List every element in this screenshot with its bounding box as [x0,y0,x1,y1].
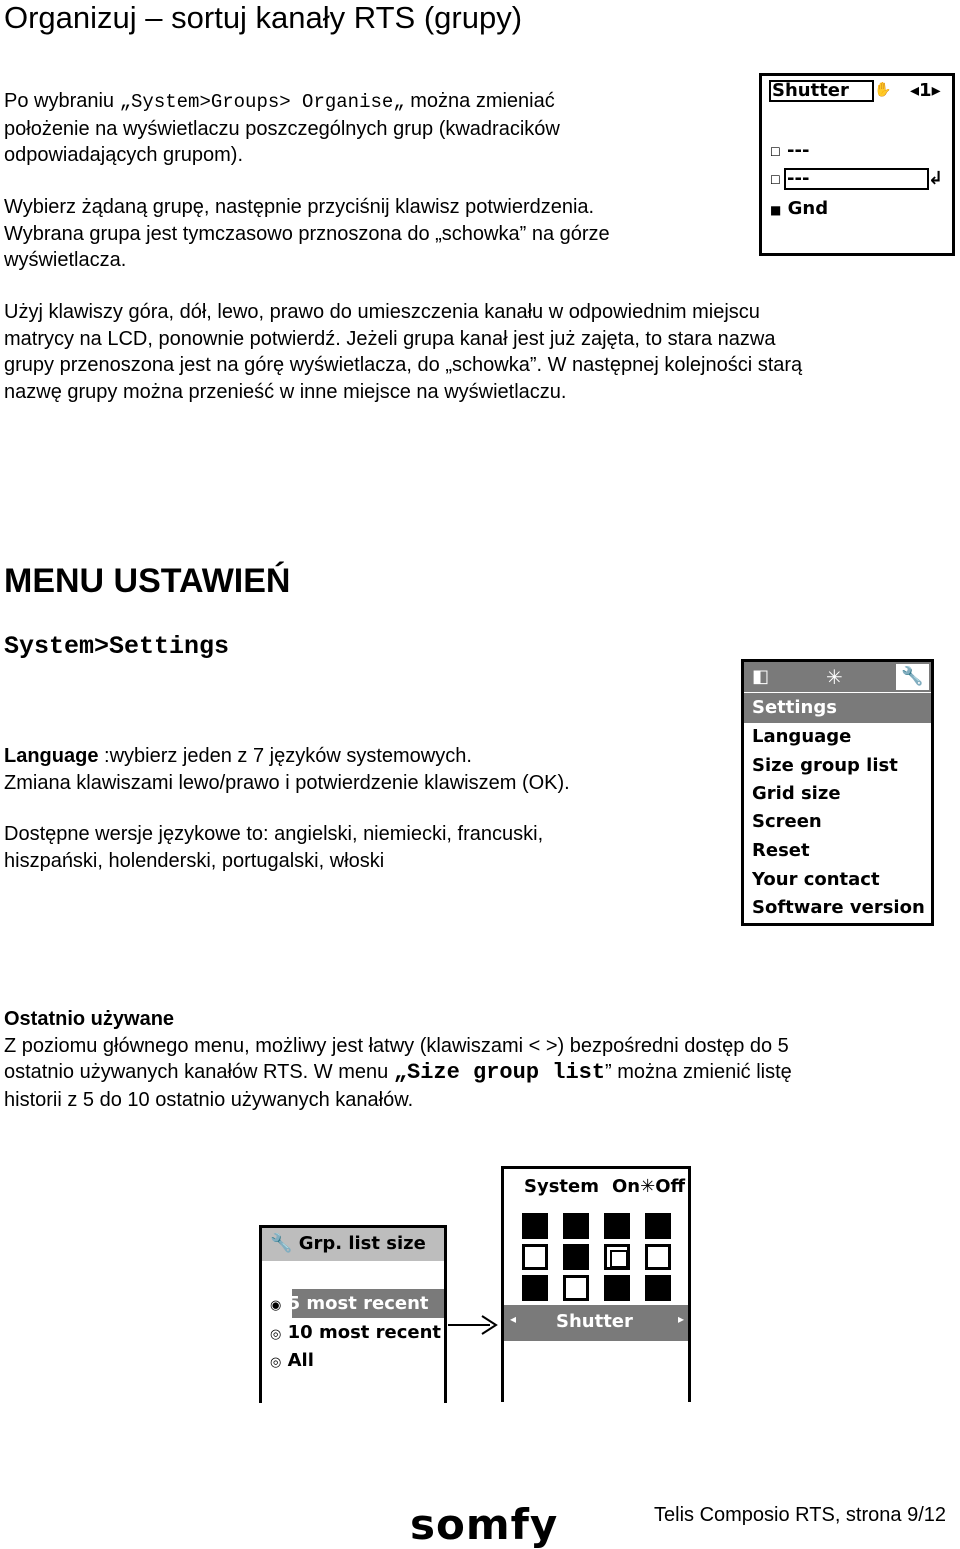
right-arrow-icon: ▸ [931,80,941,101]
option-5-most-recent [270,1293,429,1314]
grid-cell [563,1275,589,1301]
p3-line2: matrycy na LCD, ponownie potwierdź. Jeżeli grupa kanał jest już zajęta, to stara nazwa [4,327,776,350]
menu-item-reset: Reset [752,840,810,861]
grid-cell [563,1213,589,1239]
radio-icon: ◎ [270,1355,282,1370]
menu-item-your-contact: Your contact [752,869,880,890]
list-item [770,140,809,161]
grid-cell [522,1244,548,1270]
paragraph-organise [4,88,724,169]
p1-line3: odpowiadających grupom). [4,144,244,166]
section-heading-settings: MENU USTAWIEŃ [4,562,291,600]
menu-item-size-group-list: Size group list [752,755,898,776]
menu-item-language: Language [752,726,852,747]
lcd-screen-shutter [759,73,955,256]
grid-cell [645,1275,671,1301]
p2-line2: Wybrana grupa jest tymczasowo prznoszona do „schowka” na górze [4,222,610,245]
option-label: 10 most recent [287,1322,442,1343]
p3-line4: nazwę grupy można przenieść w inne miejsce na wyświetlaczu. [4,380,567,403]
menu-path-size-group-list: „Size group list [393,1060,606,1085]
option-label: All [287,1350,314,1371]
option-10-most-recent [270,1322,441,1343]
somfy-logo: somfy [410,1500,559,1549]
radio-selected-icon: ◉ [270,1298,282,1313]
grp-title [270,1233,426,1254]
p3-line1: Użyj klawiszy góra, dół, lewo, prawo do umieszczenia kanału w odpowiednim miejscu [4,301,760,323]
grid-cell [604,1213,630,1239]
groups-tab-icon: ◧ [752,666,770,687]
language-label: Language [4,745,99,767]
menu-item-software-version: Software version [752,897,925,918]
on-off-label [612,1176,685,1197]
arrow-right-icon [448,1312,500,1338]
paragraph-move-group [4,299,954,405]
recent-line1: Z poziomu głównego menu, możliwy jest łatwy (klawiszami < >) bezpośredni dostęp do 5 [4,1034,789,1057]
grid-cell [522,1213,548,1239]
page-title: Organizuj – sortuj kanały RTS (grupy) [4,0,523,35]
filled-square-icon: ■ [770,203,782,217]
grp-title-text: Grp. list size [298,1233,426,1254]
option-all [270,1350,314,1371]
p2-line1: Wybierz żądaną grupę, następnie przyciśnij klawisz potwierdzenia. [4,196,595,218]
empty-square-icon: ☐ [770,173,781,187]
p1-after: można zmieniać [404,90,555,112]
radio-icon: ◎ [270,1327,282,1342]
language-line2: Zmiana klawiszami lewo/prawo i potwierdzenie klawiszem (OK). [4,771,570,794]
menu-path-settings: System>Settings [4,632,230,661]
system-title: System [524,1176,599,1197]
paragraph-language [4,743,724,796]
option-label: 5 most recent [287,1293,429,1314]
menu-item-grid-size: Grid size [752,783,841,804]
lcd-screen-settings [741,659,934,926]
p1-line2: położenie na wyświetlaczu poszczególnych grup (kwadracików [4,117,560,140]
page-number: 1 [919,80,932,101]
recently-used-heading: Ostatnio używane [4,1008,175,1030]
p2-line3: wyświetlacza. [4,249,127,271]
grid-cell [563,1244,589,1270]
page-indicator [910,80,941,101]
p1-before: Po wybraniu [4,90,120,112]
grid-cell [604,1275,630,1301]
versions-line2: hiszpański, holenderski, portugalski, włoski [4,849,385,872]
grid-cell-selected [604,1244,630,1270]
page-footer: Telis Composio RTS, strona 9/12 [654,1504,946,1526]
empty-square-icon: ☐ [770,145,781,159]
lcd-screen-system [501,1166,691,1402]
shutter-title: Shutter [772,80,849,101]
wrench-tab-icon: 🔧 [894,662,931,692]
sun-icon: ✳ [640,1176,656,1197]
paragraph-versions [4,821,724,874]
left-arrow-icon: ◂ [910,80,920,101]
on-label: On [612,1176,641,1197]
menu-path-organise: „System>Groups> Organise„ [119,91,405,113]
recent-line3: historii z 5 do 10 ostatnio używanych kanałów. [4,1088,414,1111]
sun-tab-icon: ✳ [826,665,843,689]
paragraph-select-group [4,194,744,274]
item-label: --- [787,168,810,189]
lcd-screen-grp-list-size [259,1225,447,1403]
grid-cell [645,1213,671,1239]
p3-line3: grupy przenoszona jest na górę wyświetlacza, do „schowka”. W następnej kolejności starą [4,354,803,376]
left-arrow-icon: ◂ [510,1312,517,1326]
grid-cell [522,1275,548,1301]
versions-line1: Dostępne wersje językowe to: angielski, niemiecki, francuski, [4,823,544,845]
item-label: Gnd [787,198,829,219]
recent-line2-before: ostatnio używanych kanałów RTS. W menu [4,1061,394,1083]
recent-line2-after: ” można zmienić listę [605,1061,792,1083]
menu-item-screen: Screen [752,811,822,832]
list-item [770,168,809,189]
wrench-icon: 🔧 [270,1233,293,1254]
language-text: :wybierz jeden z 7 języków systemowych. [98,745,472,767]
list-item [770,198,828,219]
channel-name: Shutter [556,1311,633,1332]
off-label: Off [655,1176,686,1197]
settings-title: Settings [752,697,837,718]
item-label: --- [787,140,810,161]
paragraph-recently-used [4,1006,954,1113]
move-icon: ✋ [874,82,892,98]
grid-cell [645,1244,671,1270]
enter-icon: ↲ [928,168,944,189]
right-arrow-icon: ▸ [678,1312,685,1326]
